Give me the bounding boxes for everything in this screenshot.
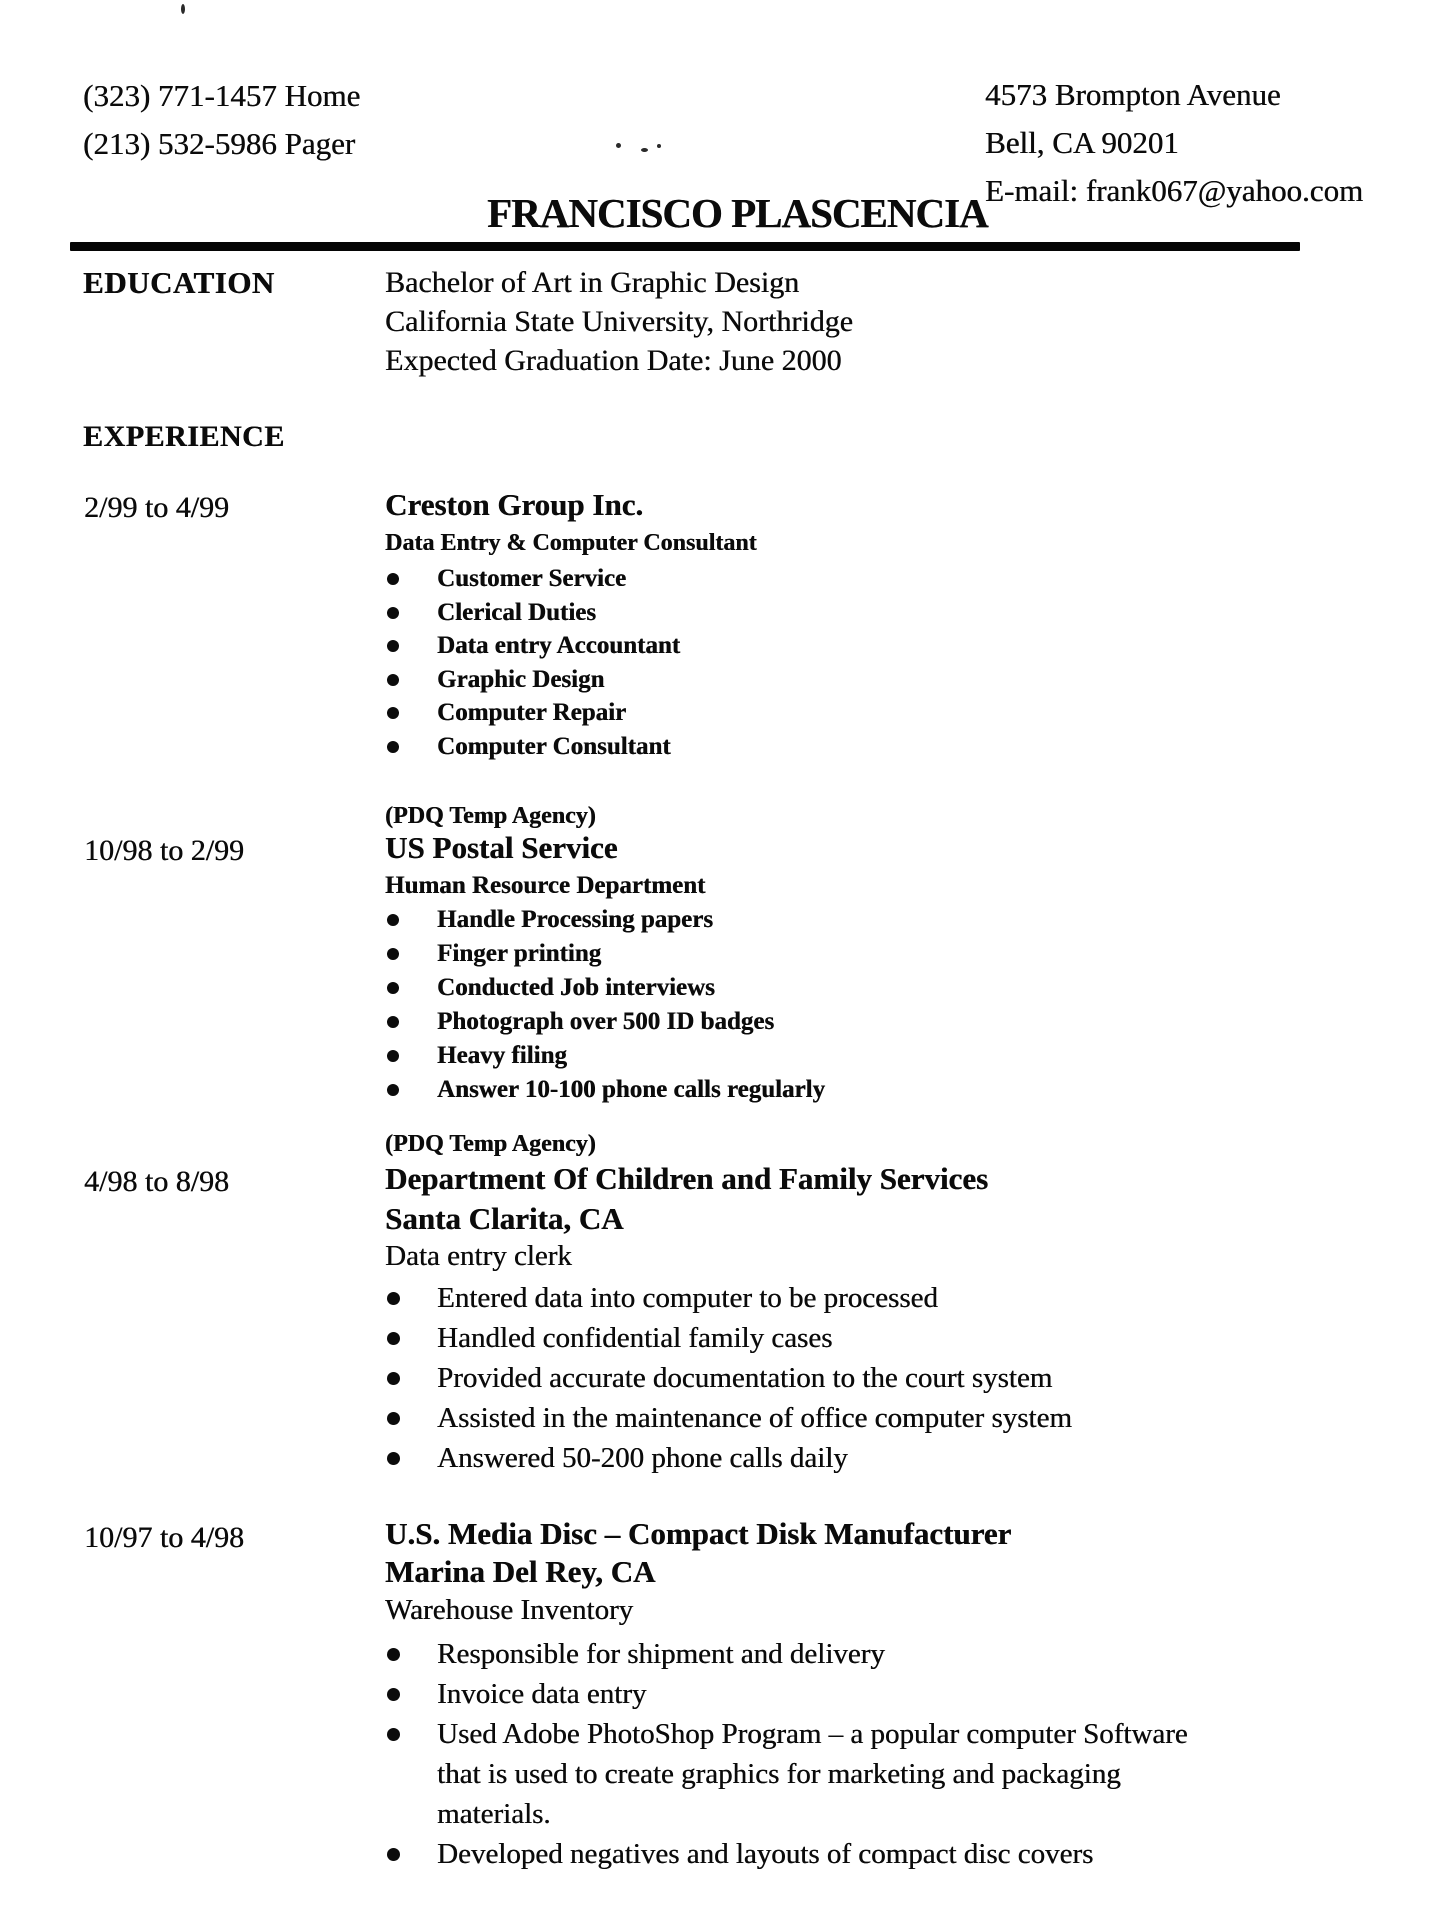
address-city: Bell, CA 90201 — [985, 125, 1179, 160]
job-dates: 2/99 to 4/99 — [84, 491, 230, 524]
scan-speck — [657, 144, 661, 148]
bullet-item: Finger printing — [385, 937, 825, 971]
bullet-item: Computer Repair — [385, 696, 680, 730]
scan-speck — [181, 4, 185, 14]
phone-home: (323) 771-1457 Home — [83, 78, 361, 113]
job-agency: (PDQ Temp Agency) — [385, 1131, 596, 1157]
scan-speck — [641, 148, 648, 152]
job-company: US Postal Service — [385, 830, 618, 865]
job-role: Warehouse Inventory — [385, 1594, 634, 1626]
job-role: Human Resource Department — [385, 872, 706, 899]
bullet-item: Heavy filing — [385, 1039, 825, 1073]
bullet-item: Customer Service — [385, 562, 680, 596]
job-role: Data entry clerk — [385, 1240, 572, 1272]
job-bullet-list — [385, 1278, 1072, 1478]
phone-pager: (213) 532-5986 Pager — [83, 126, 356, 161]
bullet-item: Assisted in the maintenance of office computer system — [385, 1398, 1072, 1438]
job-bullet-list — [385, 903, 825, 1107]
education-degree: Bachelor of Art in Graphic Design — [385, 266, 800, 299]
bullet-item: Graphic Design — [385, 663, 680, 697]
bullet-item: Computer Consultant — [385, 730, 680, 764]
education-block — [385, 263, 853, 380]
bullet-item: Handled confidential family cases — [385, 1318, 1072, 1358]
experience-heading: EXPERIENCE — [83, 420, 285, 453]
bullet-item: Handle Processing papers — [385, 903, 825, 937]
bullet-item: Data entry Accountant — [385, 629, 680, 663]
education-school: California State University, Northridge — [385, 305, 853, 338]
bullet-item: Invoice data entry — [385, 1674, 1197, 1714]
bullet-item: Answered 50-200 phone calls daily — [385, 1438, 1072, 1478]
scan-speck — [616, 143, 621, 148]
job-company: U.S. Media Disc – Compact Disk Manufacturer — [385, 1516, 1012, 1551]
job-dates: 10/98 to 2/99 — [84, 834, 245, 867]
address-block — [985, 71, 1363, 215]
bullet-item: Used Adobe PhotoShop Program – a popular computer Software that is used to create graphics for marketing and packaging materials. — [385, 1714, 1197, 1834]
bullet-item: Provided accurate documentation to the court system — [385, 1358, 1072, 1398]
page-title: FRANCISCO PLASCENCIA — [487, 190, 988, 236]
job-company: Department Of Children and Family Services — [385, 1161, 989, 1196]
job-bullet-list — [385, 562, 680, 764]
job-company: Creston Group Inc. — [385, 487, 644, 522]
job-location: Marina Del Rey, CA — [385, 1554, 656, 1589]
bullet-item: Photograph over 500 ID badges — [385, 1005, 825, 1039]
job-bullet-list — [385, 1634, 1197, 1874]
job-role: Data Entry & Computer Consultant — [385, 530, 757, 556]
bullet-item: Clerical Duties — [385, 596, 680, 630]
address-street: 4573 Brompton Avenue — [985, 77, 1281, 112]
job-dates: 10/97 to 4/98 — [84, 1521, 245, 1554]
job-dates: 4/98 to 8/98 — [84, 1165, 230, 1198]
contact-block — [83, 72, 360, 168]
education-heading: EDUCATION — [83, 265, 275, 300]
title-divider-rule — [70, 242, 1300, 251]
bullet-item: Answer 10-100 phone calls regularly — [385, 1073, 825, 1107]
bullet-item: Developed negatives and layouts of compact disc covers — [385, 1834, 1197, 1874]
job-agency: (PDQ Temp Agency) — [385, 803, 596, 829]
bullet-item: Conducted Job interviews — [385, 971, 825, 1005]
job-location: Santa Clarita, CA — [385, 1201, 624, 1236]
bullet-item: Entered data into computer to be processed — [385, 1278, 1072, 1318]
education-graduation: Expected Graduation Date: June 2000 — [385, 344, 842, 377]
email-line: E-mail: frank067@yahoo.com — [985, 173, 1364, 208]
bullet-item: Responsible for shipment and delivery — [385, 1634, 1197, 1674]
